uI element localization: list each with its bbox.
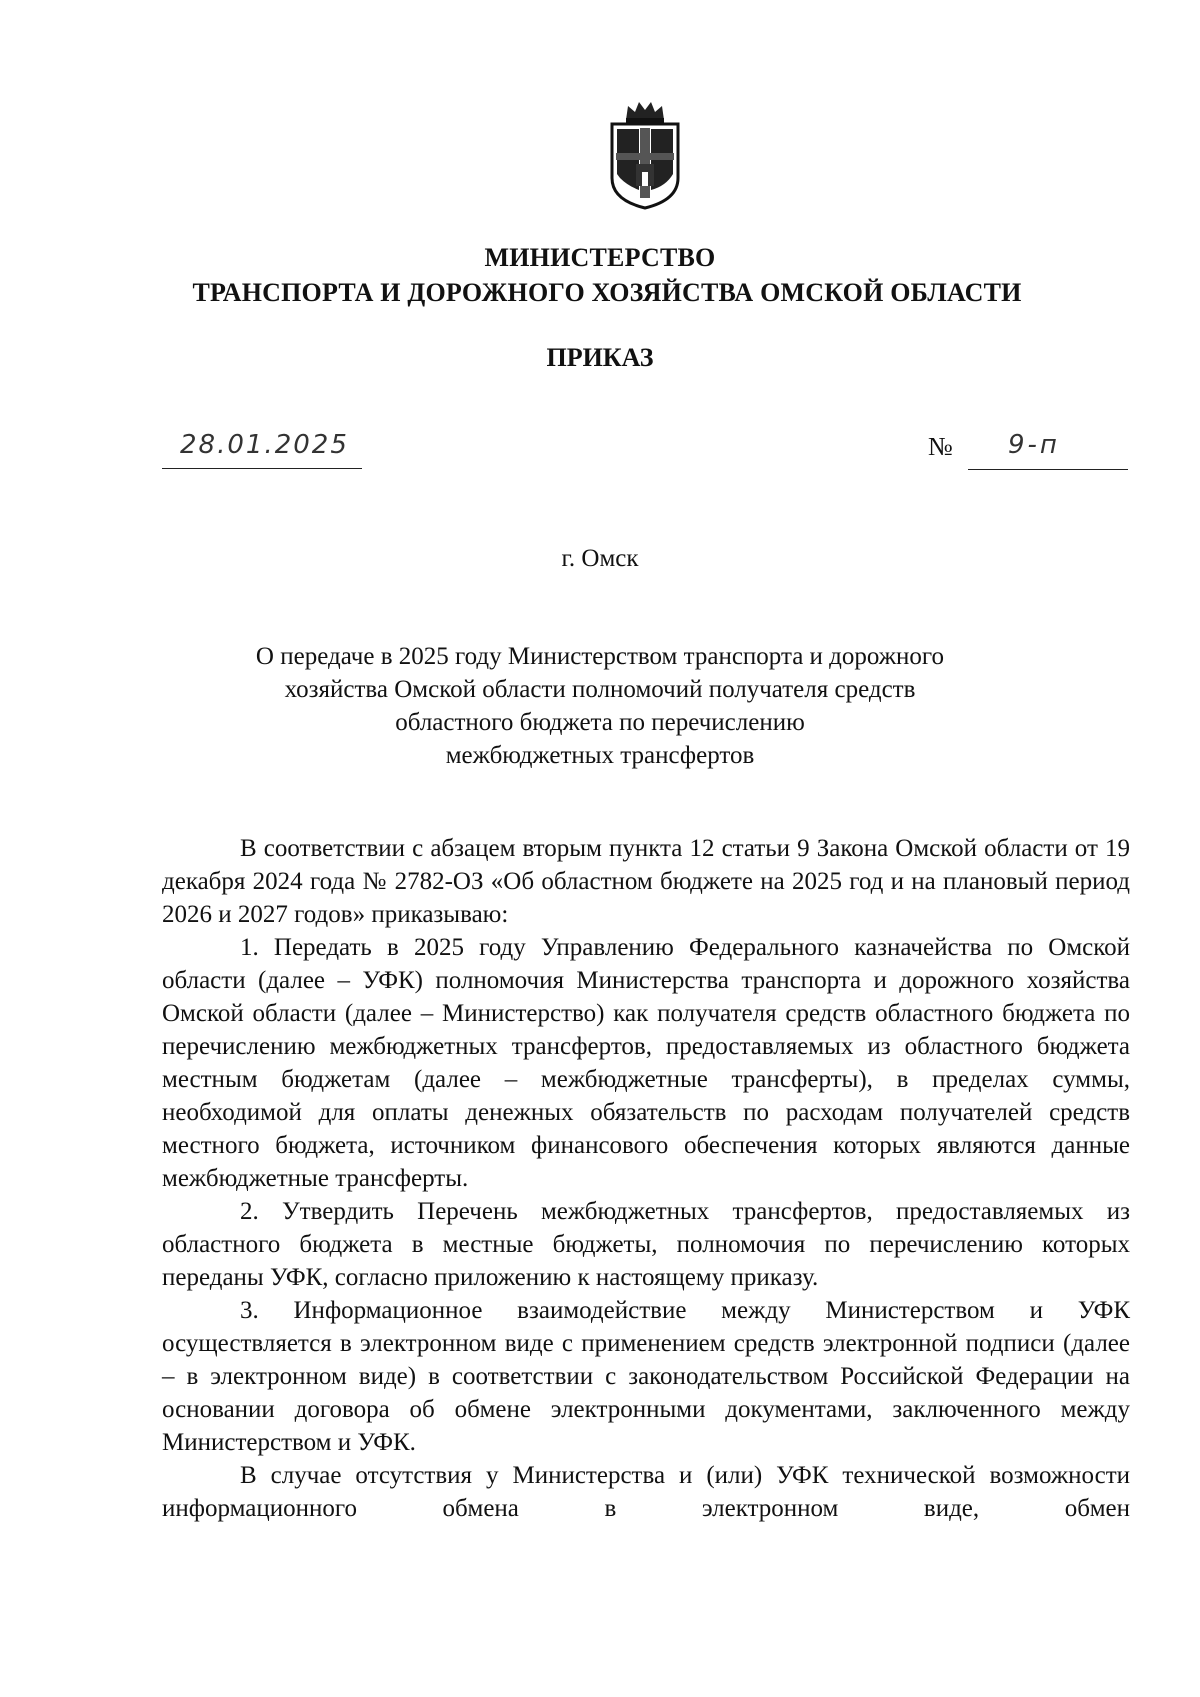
order-number: 9-п [1008,430,1060,460]
subject-line: межбюджетных трансфертов [445,742,755,769]
subject-line: областного бюджета по перечислению [395,709,805,736]
body-paragraph: 2. Утвердить Перечень межбюджетных трансфертов, предоставляемых из областного бюджета в местные бюджеты, полномочия по перечислению которых переданы УФК, согласно приложению к настоящему приказу. [162,1198,1130,1291]
ministry-title-line2: ТРАНСПОРТА И ДОРОЖНОГО ХОЗЯЙСТВА ОМСКОЙ ОБЛАСТИ [192,278,1022,307]
order-subject [200,640,1000,772]
body-paragraph: В соответствии с абзацем вторым пункта 12 статьи 9 Закона Омской области от 19 декабря 2024 года № 2782-ОЗ «Об областном бюджете на 2025 год и на плановый период 2026 и 2027 годов» приказываю: [162,835,1130,928]
date-underline [162,468,362,469]
document-type: ПРИКАЗ [546,343,654,372]
city: г. Омск [561,545,639,572]
body-paragraph: В случае отсутствия у Министерства и (или) УФК технической возможности информационного обмена в электронном виде, обмен [162,1462,1130,1522]
coat-of-arms-icon [604,98,686,212]
order-date-field [162,430,362,472]
body-paragraph: 3. Информационное взаимодействие между Министерством и УФК осуществляется в электронном виде с применением средств электронной подписи (далее – в электронном виде) в соответствии с законодательством Российской Федерации на основании договора об обмене электронными документами, заключенного между Министерством и УФК. [162,1297,1130,1456]
subject-line: хозяйства Омской области полномочий получателя средств [284,676,916,703]
order-number-field [928,432,1128,474]
order-date: 28.01.2025 [180,430,349,460]
ministry-title-line1: МИНИСТЕРСТВО [484,243,716,272]
number-underline [968,469,1128,470]
body-paragraph: 1. Передать в 2025 году Управлению Федерального казначейства по Омской области (далее – УФК) полномочия Министерства транспорта и дорожного хозяйства Омской области (далее – Министерство) как получателя средств областного бюджета по перечислению межбюджетных трансфертов, предоставляемых из областного бюджета местным бюджетам (далее – межбюджетные трансферты), в пределах суммы, необходимой для оплаты денежных обязательств по расходам получателей средств местного бюджета, источником финансового обеспечения которых являются данные межбюджетные трансферты. [162,934,1130,1192]
number-sign: № [928,432,953,461]
order-body [162,832,1130,1525]
subject-line: О передаче в 2025 году Министерством транспорта и дорожного [255,643,945,670]
